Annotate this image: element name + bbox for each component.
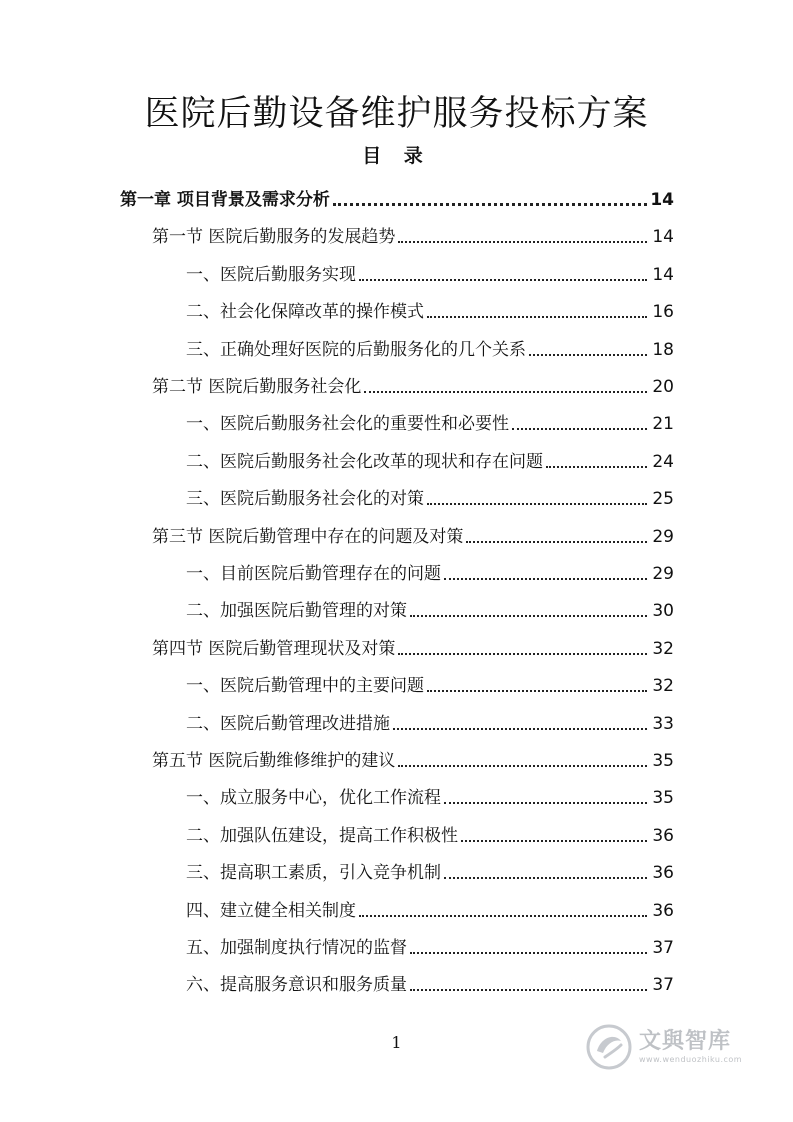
toc-dot-leader	[393, 728, 647, 730]
toc-entry-page: 18	[652, 339, 674, 360]
toc-entry-page: 14	[652, 264, 674, 285]
brand-logo-icon	[585, 1023, 633, 1071]
toc-entry-label: 一、医院后勤服务实现	[186, 264, 356, 285]
toc-dot-leader	[398, 653, 647, 655]
toc-dot-leader	[546, 466, 647, 468]
toc-dot-leader	[427, 503, 647, 505]
toc-entry[interactable]	[186, 481, 674, 511]
toc-entry[interactable]	[186, 593, 674, 623]
toc-entry-label: 五、加强制度执行情况的监督	[186, 938, 407, 958]
toc-dot-leader	[461, 840, 647, 842]
toc-entry-page: 32	[652, 638, 674, 659]
toc-entry-page: 35	[652, 751, 674, 771]
toc-dot-leader	[427, 690, 647, 692]
watermark	[585, 1018, 755, 1076]
toc-dot-leader	[410, 615, 647, 617]
toc-dot-leader	[398, 765, 647, 767]
toc-entry[interactable]	[186, 706, 674, 736]
toc-entry-page: 36	[652, 900, 674, 921]
toc-entry-label: 六、提高服务意识和服务质量	[186, 975, 407, 996]
toc-entry[interactable]	[186, 668, 674, 698]
toc-entry-page: 36	[652, 863, 674, 884]
watermark-url: www.wenduozhiku.com	[639, 1055, 743, 1064]
toc-entry[interactable]	[152, 631, 674, 661]
toc-entry-page: 33	[652, 713, 674, 734]
toc-dot-leader	[398, 241, 647, 243]
toc-entry-label: 二、医院后勤管理改进措施	[186, 713, 390, 734]
toc-entry-label: 一、医院后勤服务社会化的重要性和必要性	[186, 414, 509, 435]
toc-entry[interactable]	[152, 219, 674, 249]
toc-entry[interactable]	[186, 893, 674, 923]
toc-entry-page: 30	[652, 601, 674, 622]
toc-entry-label: 第二节 医院后勤服务社会化	[152, 377, 362, 397]
toc-dot-leader	[444, 802, 647, 804]
toc-dot-leader	[333, 203, 647, 206]
toc-entry-label: 二、医院后勤服务社会化改革的现状和存在问题	[186, 451, 543, 472]
toc-entry[interactable]	[186, 855, 674, 885]
toc-entry[interactable]	[152, 743, 674, 773]
page-number: 1	[391, 1033, 402, 1052]
toc-entry-label: 第三节 医院后勤管理中存在的问题及对策	[152, 526, 464, 547]
toc-entry-label: 第四节 医院后勤管理现状及对策	[152, 638, 396, 659]
toc-entry-page: 14	[652, 227, 674, 248]
toc-entry[interactable]	[186, 257, 674, 287]
toc-entry-page: 21	[652, 414, 674, 435]
toc-entry-page: 29	[652, 564, 674, 584]
toc-dot-leader	[359, 915, 647, 917]
toc-entry[interactable]	[186, 332, 674, 362]
toc-entry[interactable]	[152, 369, 674, 399]
toc-heading: 目 录	[362, 145, 431, 167]
toc-entry-page: 35	[652, 788, 674, 809]
toc-entry-label: 一、成立服务中心，优化工作流程	[186, 788, 441, 809]
toc-entry-page: 16	[652, 302, 674, 323]
toc-entry-label: 二、加强医院后勤管理的对策	[186, 601, 407, 622]
toc-entry-page: 29	[652, 526, 674, 547]
toc-entry-label: 四、建立健全相关制度	[186, 900, 356, 921]
toc-dot-leader	[427, 316, 647, 318]
toc-entry-page: 14	[650, 190, 674, 210]
toc-entry-label: 三、提高职工素质，引入竞争机制	[186, 863, 441, 884]
toc-entry-page: 36	[652, 825, 674, 846]
toc-entry-page: 20	[652, 377, 674, 397]
toc-entry[interactable]	[120, 182, 674, 212]
toc-entry-label: 第一章 项目背景及需求分析	[120, 190, 330, 210]
toc-entry[interactable]	[186, 556, 674, 586]
toc-entry-page: 25	[652, 489, 674, 510]
toc-entry-label: 一、目前医院后勤管理存在的问题	[186, 564, 441, 584]
toc-dot-leader	[529, 354, 647, 356]
toc-entry[interactable]	[186, 294, 674, 324]
toc-dot-leader	[512, 428, 647, 430]
toc-entry-label: 第五节 医院后勤维修维护的建议	[152, 751, 396, 771]
toc-entry[interactable]	[186, 930, 674, 960]
toc-entry-label: 三、医院后勤服务社会化的对策	[186, 489, 424, 510]
toc-dot-leader	[410, 952, 647, 954]
toc-dot-leader	[364, 391, 647, 393]
toc-entry[interactable]	[186, 406, 674, 436]
toc-entry[interactable]	[152, 519, 674, 549]
toc-entry-label: 第一节 医院后勤服务的发展趋势	[152, 227, 396, 248]
toc-dot-leader	[444, 578, 647, 580]
toc-entry[interactable]	[186, 818, 674, 848]
toc-entry[interactable]	[186, 967, 674, 997]
toc-entry-page: 37	[652, 975, 674, 996]
toc-entry-label: 二、社会化保障改革的操作模式	[186, 302, 424, 323]
toc-entry-label: 二、加强队伍建设，提高工作积极性	[186, 825, 458, 846]
toc-dot-leader	[466, 541, 647, 543]
toc-entry-page: 32	[652, 676, 674, 697]
toc-entry-label: 一、医院后勤管理中的主要问题	[186, 676, 424, 697]
page-title: 医院后勤设备维护服务投标方案	[144, 94, 649, 134]
toc-entry-page: 24	[652, 451, 674, 472]
toc-entry[interactable]	[186, 444, 674, 474]
toc-entry[interactable]	[186, 780, 674, 810]
toc-entry-label: 三、正确处理好医院的后勤服务化的几个关系	[186, 339, 526, 360]
toc-dot-leader	[359, 279, 647, 281]
toc-entry-page: 37	[652, 938, 674, 958]
toc-dot-leader	[410, 989, 647, 991]
watermark-name: 文與智库	[639, 1029, 732, 1054]
toc-dot-leader	[444, 877, 647, 879]
